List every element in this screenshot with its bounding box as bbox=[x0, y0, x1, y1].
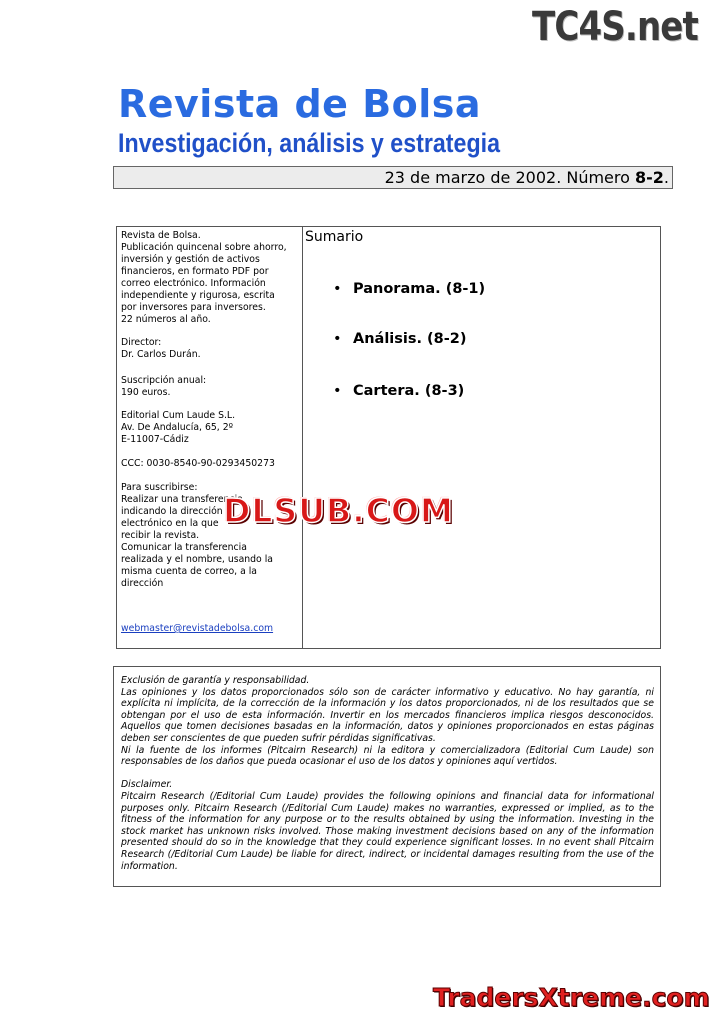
disclaimer-en-title: Disclaimer. bbox=[121, 779, 173, 791]
magazine-subtitle: Investigación, análisis y estrategia bbox=[118, 128, 501, 158]
info-line: 22 números al año. bbox=[121, 314, 211, 325]
info-line: por inversores para inversores. bbox=[121, 302, 266, 313]
issue-date: 23 de marzo de 2002. Número bbox=[384, 168, 635, 187]
info-line: inversión y gestión de activos bbox=[121, 254, 260, 265]
disclaimer-es-title: Exclusión de garantía y responsabilidad. bbox=[121, 675, 310, 686]
subscribe-line: electrónico en la que bbox=[121, 518, 219, 529]
summary-item-label: Análisis. (8-2) bbox=[353, 331, 467, 347]
info-line: financieros, en formato PDF por bbox=[121, 266, 269, 277]
summary-item-label: Panorama. (8-1) bbox=[353, 281, 486, 297]
director-name: Dr. Carlos Durán. bbox=[121, 349, 201, 360]
webmaster-email-link[interactable]: webmaster@revistadebolsa.com bbox=[121, 623, 274, 634]
subscribe-line: Realizar una transferencia bbox=[121, 494, 243, 505]
bullet-icon: • bbox=[333, 383, 342, 399]
subscribe-line: Comunicar la transferencia bbox=[121, 542, 247, 553]
director-label: Director: bbox=[121, 337, 162, 348]
disclaimer-en-body: Pitcairn Research (/Editorial Cum Laude) provides the following opinions and financial data for informational purposes only. Pitcairn Research (/Editorial Cum Laude) makes no warranties, expressed or implied, as to the fitness of the information for any purpose or to the results obtained by using the information. Investing in the stock market has unknown risks involved. Those making investment decisions based on any of the information presented should do so in the knowledge that they could experience significant losses. In no event shall Pitcairn Research (/Editorial Cum Laude) be liable for direct, indirect, or incidental damages resulting from the use of the information. bbox=[121, 790, 654, 872]
tc4s-watermark: TC4S.net bbox=[532, 4, 698, 50]
bank-account: CCC: 0030-8540-90-0293450273 bbox=[121, 458, 275, 469]
summary-item-analisis bbox=[333, 331, 467, 347]
subscription-price: 190 euros. bbox=[121, 387, 171, 398]
info-line: Publicación quincenal sobre ahorro, bbox=[121, 242, 287, 253]
bullet-icon: • bbox=[333, 331, 342, 347]
summary-item-panorama bbox=[333, 281, 485, 297]
director-block bbox=[121, 337, 301, 361]
issue-number: 8-2 bbox=[635, 168, 664, 187]
disclaimer-es-body: Las opiniones y los datos proporcionados sólo son de carácter informativo y educativo. No hay garantía, ni explícita ni implícita, de la corrección de la información y los datos proporcionados, ni de los resultados que se obtengan por el uso de esta información. Invertir en los mercados financieros implica riesgos desconocidos. Aquellos que tomen decisiones basadas en la información, datos y opiniones proporcionados en estas páginas deben ser conscientes de que pueden sufrir pérdidas significativas. bbox=[121, 686, 654, 744]
disclaimer-text bbox=[121, 675, 654, 872]
subscribe-line: Para suscribirse: bbox=[121, 482, 198, 493]
subscribe-line: indicando la dirección bbox=[121, 506, 223, 517]
publisher-line: Editorial Cum Laude S.L. bbox=[121, 410, 236, 421]
disclaimer-es-body-2: Ni la fuente de los informes (Pitcairn Research) ni la editora y comercializadora (Editorial Cum Laude) son responsables de los daños que pueda ocasionar el uso de los datos y opiniones aquí vertidos. bbox=[121, 744, 654, 768]
subscription-label: Suscripción anual: bbox=[121, 375, 207, 386]
publisher-address bbox=[121, 410, 301, 446]
info-line: correo electrónico. Información bbox=[121, 278, 266, 289]
issue-date-bar bbox=[113, 166, 673, 189]
summary-item-label: Cartera. (8-3) bbox=[353, 383, 465, 399]
subscribe-line: realizada y el nombre, usando la bbox=[121, 554, 273, 565]
magazine-title: Revista de Bolsa bbox=[118, 82, 482, 126]
dlsub-watermark: DLSUB.COM bbox=[223, 491, 454, 530]
info-line: Revista de Bolsa. bbox=[121, 230, 201, 241]
paragraph-gap bbox=[121, 768, 654, 780]
column-divider bbox=[302, 227, 303, 648]
issue-date-suffix: . bbox=[663, 168, 669, 187]
publication-description bbox=[121, 230, 301, 326]
summary-heading: Sumario bbox=[305, 229, 364, 245]
publisher-line: Av. De Andalucía, 65, 2º bbox=[121, 422, 234, 433]
tradersxtreme-watermark: TradersXtreme.com bbox=[433, 983, 710, 1012]
summary-item-cartera bbox=[333, 383, 464, 399]
subscribe-line: recibir la revista. bbox=[121, 530, 200, 541]
subscription-block bbox=[121, 375, 301, 399]
subscribe-line: dirección bbox=[121, 578, 164, 589]
info-line: independiente y rigurosa, escrita bbox=[121, 290, 275, 301]
disclaimer-box bbox=[113, 666, 661, 887]
publisher-line: E-11007-Cádiz bbox=[121, 434, 189, 445]
bullet-icon: • bbox=[333, 281, 342, 297]
subscribe-line: misma cuenta de correo, a la bbox=[121, 566, 258, 577]
